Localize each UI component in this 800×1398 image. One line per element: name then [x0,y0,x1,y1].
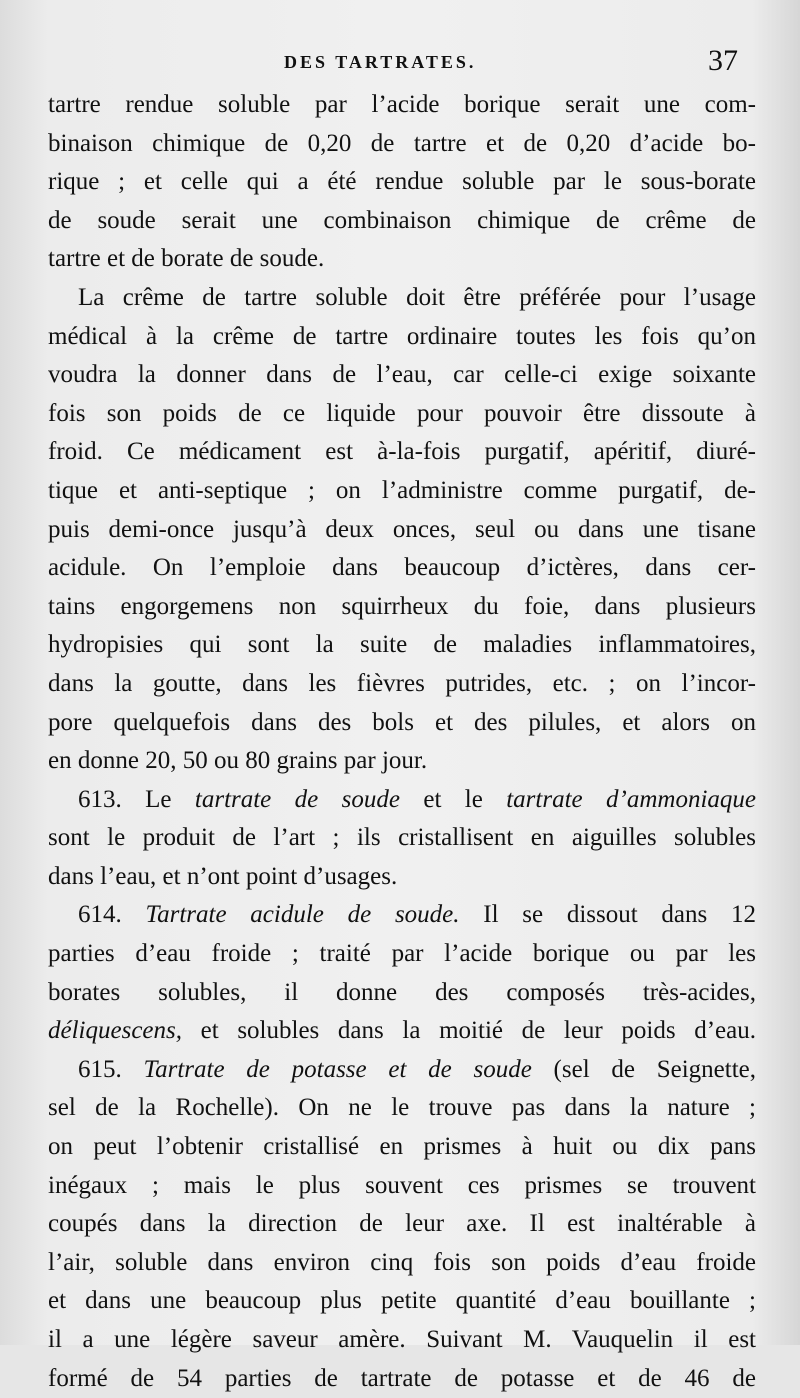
text-line: il a une légère saveur amère. Suivant M. Vauquelin il est [48,1326,756,1353]
text-line: de soude serait une combinaison chimique de crême de [48,206,756,234]
text-line: médical à la crême de tartre ordinaire toutes les fois qu’on [48,322,756,350]
text-line: tique et anti-septique ; on l’administre comme purgatif, de- [48,476,756,504]
text-line: tartre rendue soluble par l’acide borique serait une com- [48,91,756,118]
text-line: formé de 54 parties de tartrate de potasse et de 46 de [48,1364,756,1392]
text-run: et le [399,785,507,813]
text-line: froid. Ce médicament est à-la-fois purgatif, apéritif, diuré- [48,438,756,466]
text-line: en donne 20, 50 ou 80 grains par jour. [48,747,428,775]
text-line: rique ; et celle qui a été rendue soluble par le sous-borate [48,168,756,196]
text-line: fois son poids de ce liquide pour pouvoir être dissoute à [48,399,756,427]
text-line: coupés dans la direction de leur axe. Il est inaltérable à [48,1210,756,1238]
text-run: Il se dissout dans 12 [459,901,756,929]
text-line [48,896,756,935]
text-line: borates solubles, il donne des composés très-acides, [48,978,756,1006]
text-line: hydropisies qui sont la suite de maladies inflammatoires, [48,631,756,659]
text-line: l’air, soluble dans environ cinq fois son poids d’eau froide [48,1248,756,1276]
text-line: voudra la donner dans de l’eau, car celle-ci exige soixante [48,361,756,389]
text-line: inégaux ; mais le plus souvent ces prismes se trouvent [48,1171,756,1199]
section-613-number: 613. Le [78,785,195,813]
text-line: on peut l’obtenir cristallisé en prismes à huit ou dix pans [48,1133,756,1161]
section-614-number: 614. [78,901,146,929]
italic-term: tartrate de soude [194,785,400,813]
text-line: tartre et de borate de soude. [48,245,325,273]
italic-term: Tartrate acidule de soude. [145,901,460,929]
text-line: parties d’eau froide ; traité par l’acide borique ou par les [48,940,756,968]
text-line: dans l’eau, et n’ont point d’usages. [48,862,398,890]
section-615-number: 615. [78,1055,144,1083]
text-run: et solubles dans la moitié de leur poids d’eau. [181,1017,756,1045]
italic-term: déliquescens, [48,1017,182,1045]
text-run: (sel de Seignette, [531,1055,756,1083]
text-line [48,1012,756,1051]
text-line: acidule. On l’emploie dans beaucoup d’ictères, dans cer- [48,554,756,582]
page-body [48,86,756,1398]
page-header [0,44,800,86]
text-line: binaison chimique de 0,20 de tartre et de 0,20 d’acide bo- [48,129,756,157]
text-line: sont le produit de l’art ; ils cristallisent en aiguilles solubles [48,824,756,852]
text-line: puis demi-once jusqu’à deux onces, seul ou dans une tisane [48,515,756,543]
text-line: et dans une beaucoup plus petite quantité d’eau bouillante ; [48,1287,756,1315]
text-line: pore quelquefois dans des bols et des pilules, et alors on [48,708,756,736]
text-line: dans la goutte, dans les fièvres putrides, etc. ; on l’incor- [48,669,756,697]
page-number: 37 [708,44,738,77]
text-line [48,1051,756,1090]
text-line: sel de la Rochelle). On ne le trouve pas dans la nature ; [48,1094,756,1122]
italic-term: tartrate d’ammoniaque [506,785,756,813]
italic-term: Tartrate de potasse et de soude [143,1055,532,1083]
text-line: La crême de tartre soluble doit être préférée pour l’usage [78,283,756,311]
running-title: DES TARTRATES. [284,52,477,72]
text-line [48,781,756,820]
text-line: tains engorgemens non squirrheux du foie, dans plusieurs [48,592,756,620]
